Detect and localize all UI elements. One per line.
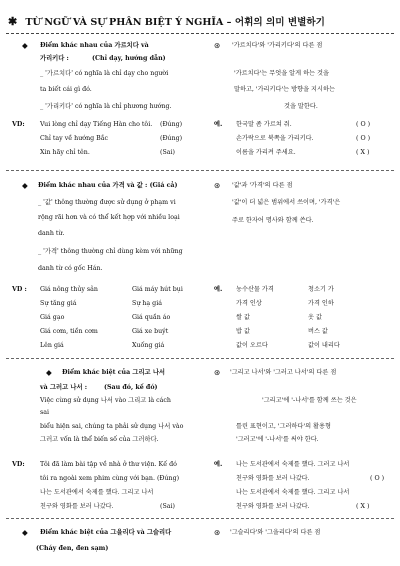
s3-example: tôi ra ngoài xem phim cùng với bạn. (Đúng) [40,475,180,482]
s1-ko-para: 것을 말한다. [284,103,318,110]
s3-ko-para: 틀린 표현이고, '그러하다'의 활용형 [236,423,331,430]
s2-ko-cell: 청소기 가 [308,286,334,293]
s2-example-cell: Lên giá [40,342,64,349]
s2-example-cell: Giá máy hút bụi [132,286,183,293]
diamond-icon: ◆ [22,41,28,50]
s3-ko-example: 나는 도서관에서 숙제를 했다. 그리고 나서 [236,489,350,496]
s2-example-cell: Xuống giá [132,342,165,349]
s2-ko-cell: 값이 오르다 [236,342,268,349]
page-title-text: TỪ NGỮ VÀ SỰ PHÂN BIỆT Ý NGHĨA – 어휘의 의미 변별하기 [25,17,325,28]
s2-vi-para: danh từ có gốc Hán. [38,265,103,272]
circle-icon: ⊛ [214,528,221,537]
page-title [8,14,396,28]
s3-vi-para: 그러고 vốn là thể biến số của 그러하다. [40,436,159,443]
s3-vi-para: Việc cùng sử dụng 나서 vào 그리고 là cách [40,397,171,404]
s2-ko-cell: 값이 내리다 [308,342,340,349]
s4-vi-subheading: (Cháy đen, đen sạm) [36,545,109,552]
s2-example-cell: Giá gạo [40,314,65,321]
s3-example: Tôi đã làm bài tập về nhà ở thư viện. Kế đó [40,461,177,468]
s3-vi-para: sai [40,409,49,416]
s1-example-mark: (Sai) [160,149,175,156]
s3-example-mark: (Sai) [160,503,175,510]
s2-example-cell: Giá cơm, tiền cơm [40,328,98,335]
s2-ye-label: 예. [214,286,223,293]
s3-ko-example: 친구와 영화를 보러 나갔다. [236,503,310,510]
s1-ko-example: 한국말 좀 가르쳐 줘. [236,121,292,128]
s3-vd-label: VD: [12,461,25,468]
divider [6,358,394,359]
s3-ko-para: '그리고'에 '-나서'를 함께 쓰는 것은 [262,397,357,404]
s1-example: Xin hãy chỉ tên. [40,149,90,156]
s1-ko-example-mark: ( O ) [356,135,371,142]
s1-ko-para: '가르치다'는 무엇을 알게 하는 것을 [234,70,329,77]
circle-icon: ⊛ [214,41,221,50]
s2-vd-label: VD : [12,286,27,293]
s3-ko-example: 친구와 영화를 보러 나갔다. [236,475,310,482]
s1-vi-para: ta biết cái gì đó. [40,86,92,93]
s1-ko-heading: '가르치다'와 '가리키다'의 다른 점 [232,42,323,49]
s1-vi-heading: Điểm khác nhau của 가르치다 và [40,42,149,49]
s3-vi-heading-2: và 그러고 나서 : [40,384,88,391]
s2-example-cell: Sự tăng giá [40,300,77,307]
circle-icon: ⊛ [214,368,221,377]
s2-vi-heading: Điểm khác nhau của 가격 và 값 : (Giá cả) [38,182,178,189]
s2-ko-cell: 버스 값 [308,328,328,335]
s1-ko-para: 말하고, '가리키다'는 방향을 지시하는 [234,86,335,93]
s2-ko-cell: 옷 값 [308,314,322,321]
s2-example-cell: Sự hạ giá [132,300,162,307]
s2-ko-para: 주로 한자어 명사와 함께 쓴다. [232,217,314,224]
s1-ko-example-mark: ( X ) [356,149,370,156]
s4-vi-heading: Điểm khác biệt của 그을리다 và 그슬리다 [40,529,172,536]
divider [6,33,394,34]
s1-vi-para: _ '가르치다' có nghĩa là chỉ dạy cho người [40,70,169,77]
s2-vi-para: rộng rãi hơn và có thể kết hợp với nhiều loại [38,214,180,221]
s2-ko-cell: 농수산물 가격 [236,286,274,293]
circle-icon: ⊛ [214,181,221,190]
s3-vi-para: biểu hiện sai, chúng ta phải sử dụng 나서 vào [40,423,184,430]
s2-example-cell: Giá xe buýt [132,328,169,335]
s2-example-cell: Giá quần áo [132,314,171,321]
s1-vi-heading-meaning: (Chỉ dạy, hướng dẫn) [92,55,166,62]
s1-vd-label: VD: [12,121,25,128]
s2-ko-cell: 가격 인상 [236,300,262,307]
s3-ko-heading: '그리고 나서'와 '그러고 나서'의 다른 점 [230,369,337,376]
diamond-icon: ◆ [46,368,52,377]
s3-ye-label: 예. [214,461,223,468]
s1-vi-heading-2: 가리키다 : [40,55,69,62]
divider [6,518,394,519]
s3-ko-example: 나는 도서관에서 숙제를 했다. 그러고 나서 [236,461,350,468]
s2-vi-para: danh từ. [38,230,65,237]
s1-example-mark: (Đúng) [160,135,183,142]
s3-example: 나는 도서관에서 숙제를 했다. 그리고 나서 [40,489,154,496]
s1-example-mark: (Đúng) [160,121,183,128]
s1-vi-para: _ '가리키다' có nghĩa là chỉ phương hướng. [40,103,172,110]
s3-example: 친구와 영화를 보러 나갔다. [40,503,114,510]
s2-ko-cell: 밥 값 [236,328,250,335]
s3-ko-example-mark: ( O ) [370,475,385,482]
star-icon: ✱ [8,15,18,28]
s2-ko-cell: 가격 인하 [308,300,334,307]
s3-vi-heading-meaning: (Sau đó, kế đó) [104,384,158,391]
s3-ko-para: '그러고'에 '-나서'를 써야 한다. [236,436,319,443]
s3-ko-example-mark: ( X ) [356,503,370,510]
s1-ye-label: 예. [214,121,223,128]
s2-ko-para: '값'이 더 넓은 범위에서 쓰이며, '가격'은 [232,199,341,206]
s4-ko-heading: '그슬리다'와 '그을리다'의 다른 점 [230,529,321,536]
s1-ko-example-mark: ( O ) [356,121,371,128]
s1-example: Vui lòng chỉ dạy Tiếng Hàn cho tôi. [40,121,153,128]
s3-vi-heading: Điểm khác biệt của 그리고 나서 [62,369,165,376]
s2-ko-heading: '값'과 '가격'의 다른 점 [232,182,293,189]
divider [6,170,394,171]
s2-vi-para: _ '값' thông thường được sử dụng ở phạm vi [38,199,176,206]
s1-example: Chỉ tay về hướng Bắc [40,135,109,142]
s2-ko-cell: 쌀 값 [236,314,250,321]
s2-example-cell: Giá nông thủy sản [40,286,98,293]
diamond-icon: ◆ [22,181,28,190]
s1-ko-example: 손가락으로 북쪽을 가리키다. [236,135,314,142]
s2-vi-para: _ '가격' thông thường chỉ dùng kèm với những [38,248,183,255]
s1-ko-example: 이름을 가리켜 주세요. [236,149,296,156]
diamond-icon: ◆ [22,528,28,537]
